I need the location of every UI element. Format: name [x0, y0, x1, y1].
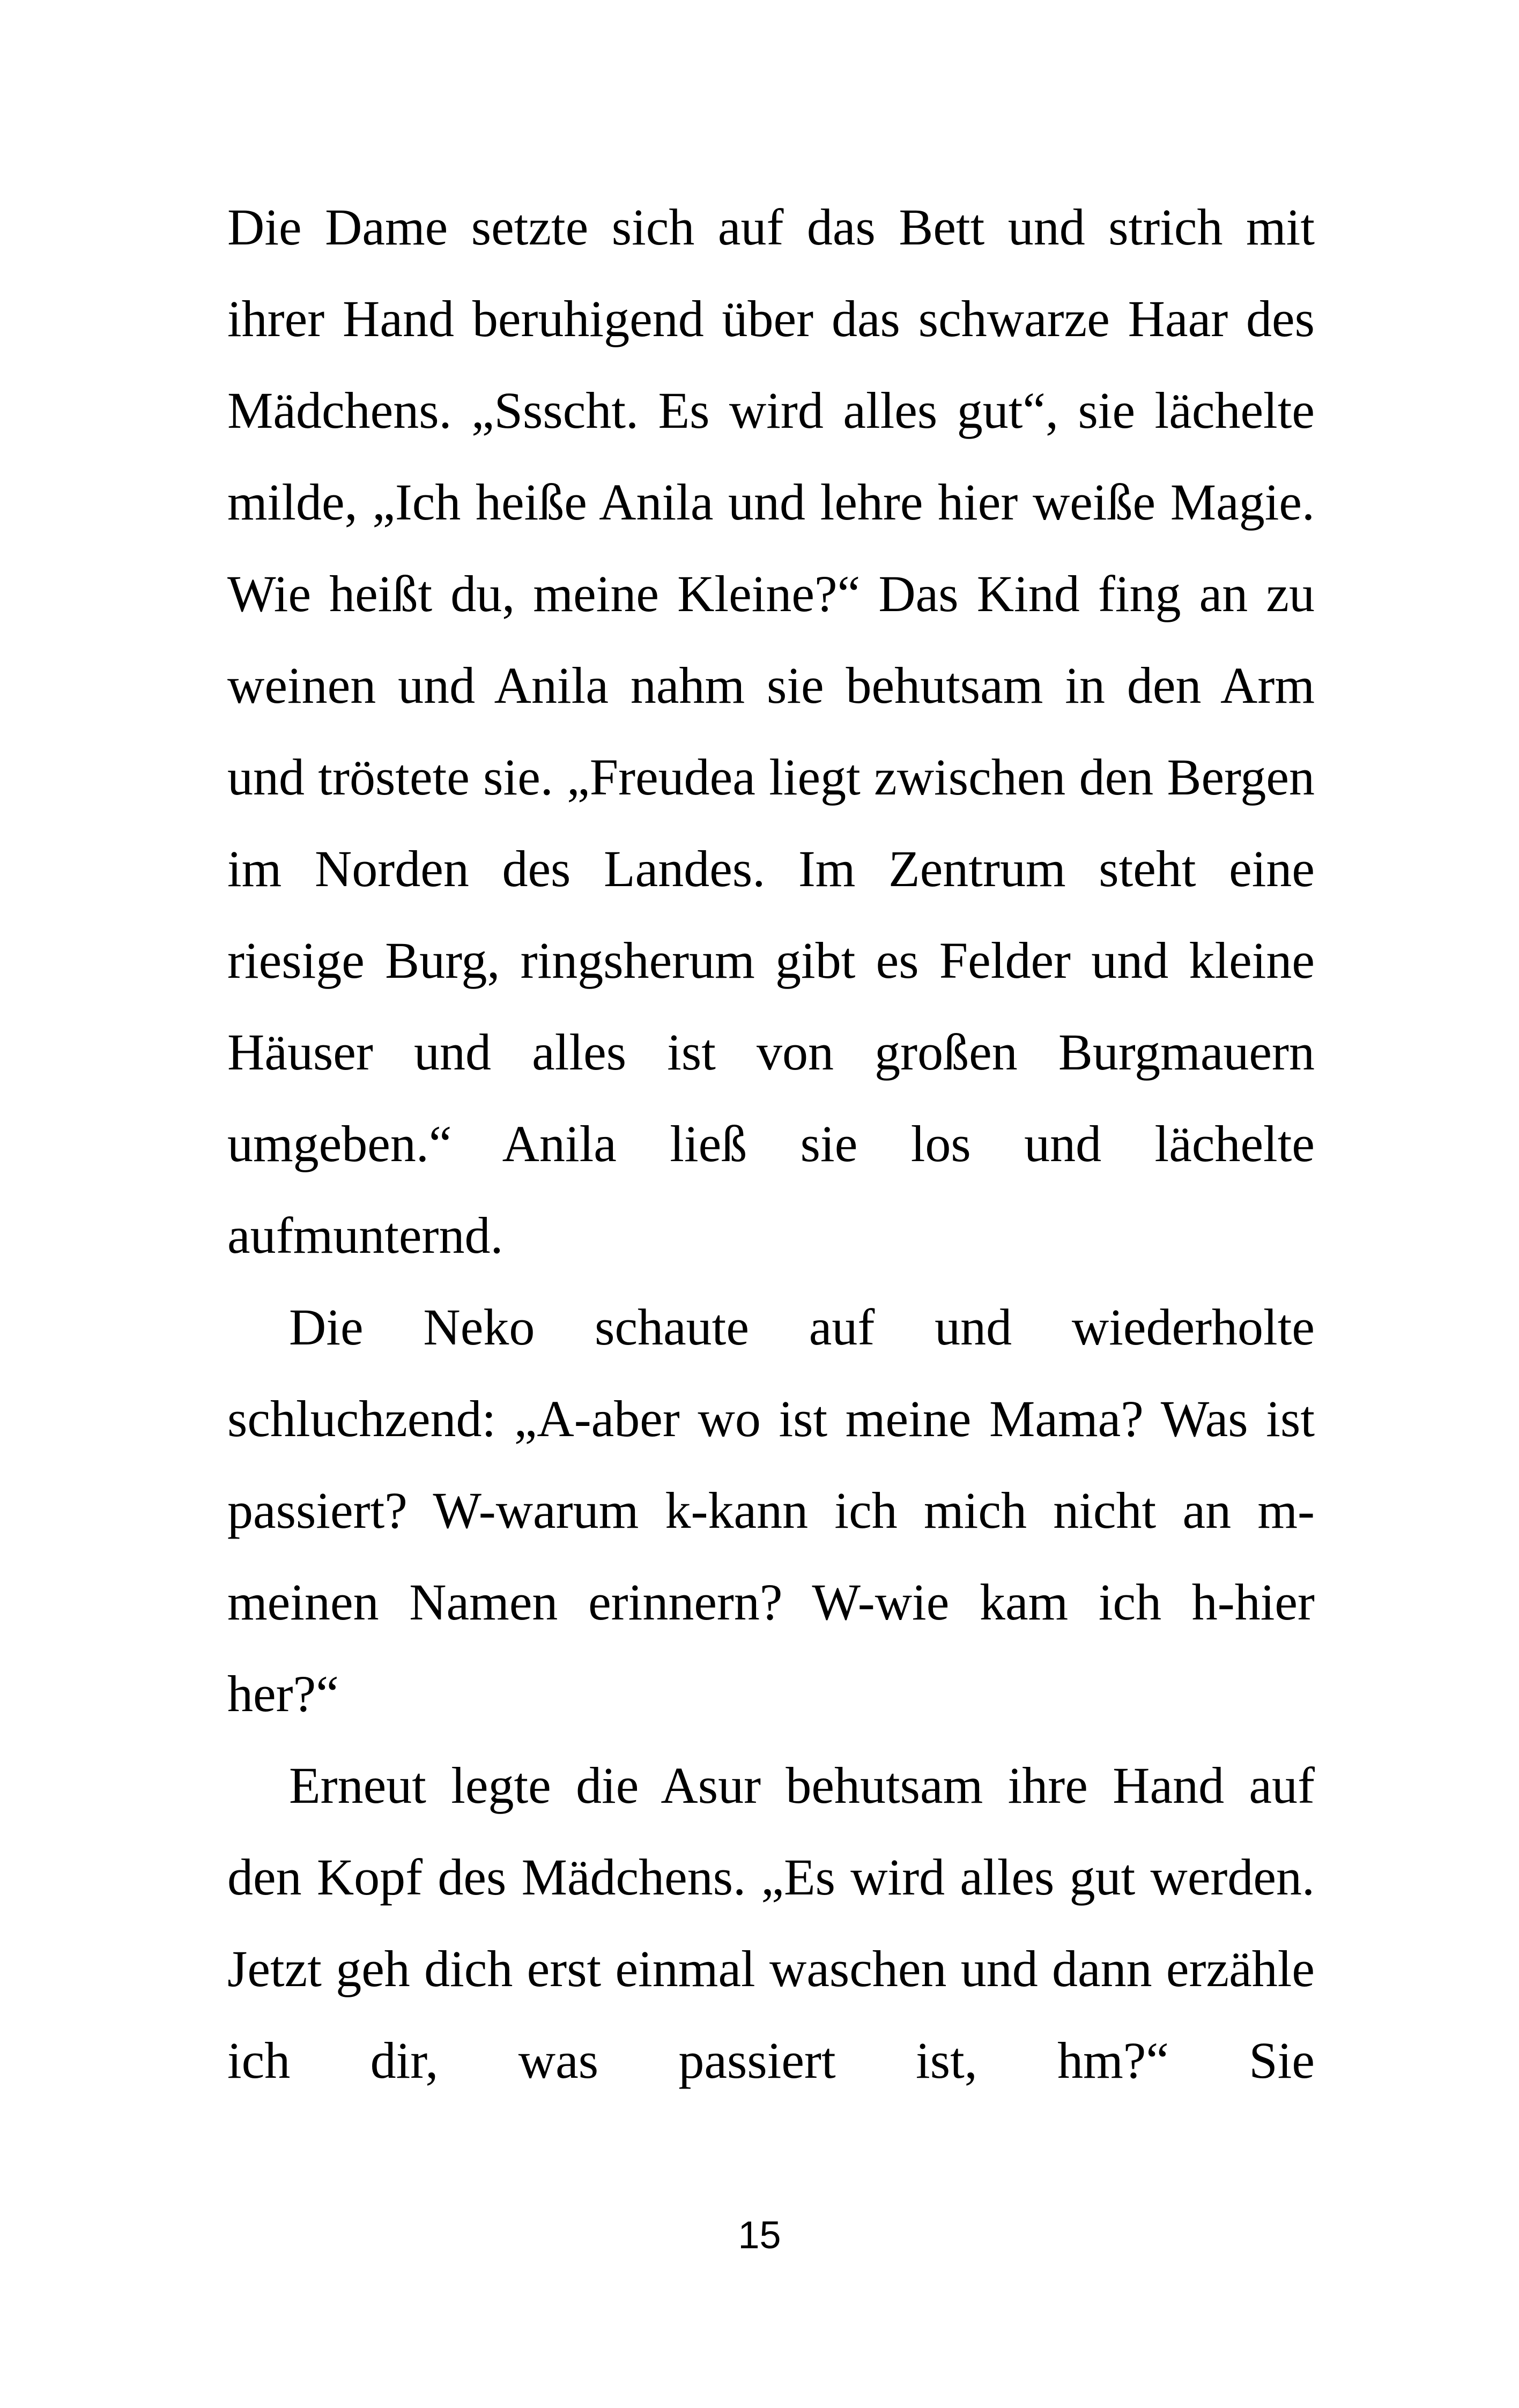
body-text	[227, 181, 1315, 2106]
paragraph-2: Die Neko schaute auf und wiederholte schluchzend: „A-aber wo ist meine Mama? Was ist passiert? W-warum k-kann ich mich nicht an m-meinen Namen erinnern? W-wie kam ich h-hier her?“	[227, 1298, 1315, 1722]
paragraph-3: Erneut legte die Asur behutsam ihre Hand auf den Kopf des Mädchens. „Es wird alles gut werden. Jetzt geh dich erst einmal waschen und dann erzähle ich dir, was passiert ist, hm?“ Sie	[227, 1757, 1315, 2089]
page-number: 15	[738, 2214, 781, 2257]
paragraph-1: Die Dame setzte sich auf das Bett und strich mit ihrer Hand beruhigend über das schwarze Haar des Mädchens. „Ssscht. Es wird alles gut“, sie lächelte milde, „Ich heiße Anila und lehre hier weiße Magie. Wie heißt du, meine Kleine?“ Das Kind fing an zu weinen und Anila nahm sie behutsam in den Arm und tröstete sie. „Freudea liegt zwischen den Bergen im Norden des Landes. Im Zentrum steht eine riesige Burg, ringsherum gibt es Felder und kleine Häuser und alles ist von großen Burgmauern umgeben.“ Anila ließ sie los und lächelte aufmunternd.	[227, 198, 1315, 1264]
